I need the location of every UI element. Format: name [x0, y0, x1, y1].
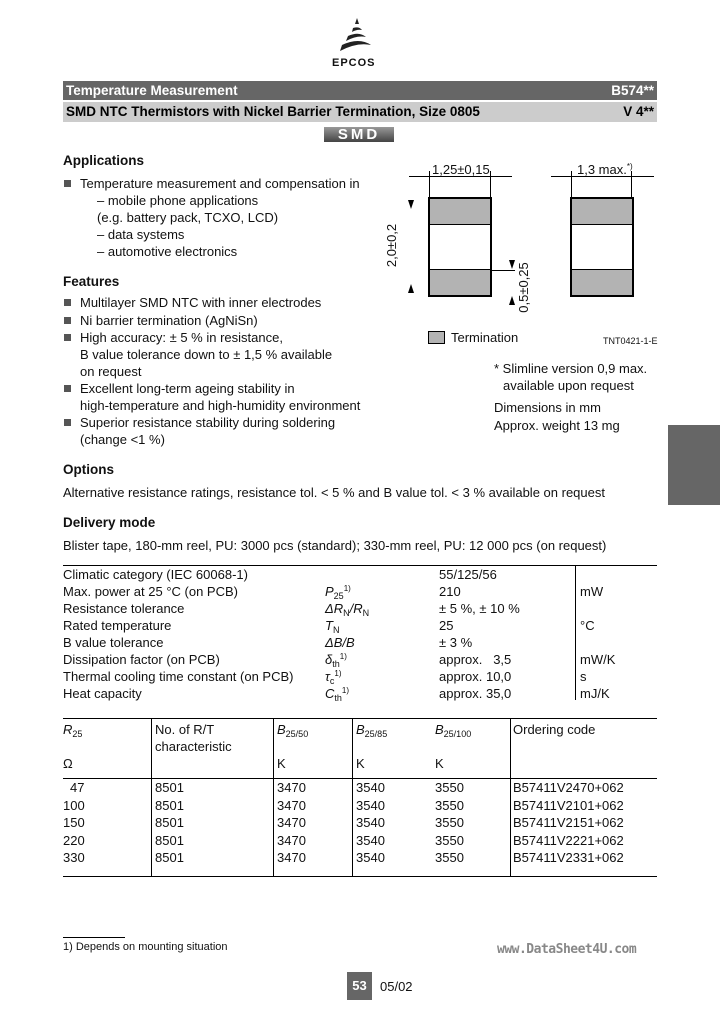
slim-width-label [577, 162, 633, 177]
symbol-sub: th [334, 693, 342, 703]
table-cell: 3550 [435, 832, 464, 848]
symbol-sub: N [332, 625, 340, 635]
footnote-ref: 1) [341, 686, 350, 695]
table-cell: B57411V2331+062 [513, 850, 624, 865]
r25-symbol: R [63, 722, 73, 737]
list-item: on request [80, 364, 142, 379]
symbol-sub: N [343, 608, 350, 618]
table-cell: 8501 [155, 780, 184, 795]
arrow-down-icon [408, 200, 414, 209]
symbol: C [325, 686, 335, 701]
spec-label: Climatic category (IEC 60068-1) [63, 567, 248, 582]
symbol-sub: 25 [333, 591, 344, 601]
list-item: (change <1 %) [80, 432, 165, 447]
list-item: high-temperature and high-humidity environment [80, 398, 361, 413]
spec-symbol [325, 652, 347, 667]
list-item: – data systems [97, 227, 185, 242]
table-cell: 100 [63, 797, 85, 813]
list-item: Excellent long-term ageing stability in [80, 381, 295, 396]
smd-badge: SMD [324, 127, 394, 142]
table-cell: 3550 [435, 780, 464, 795]
bullet-icon [64, 419, 71, 426]
delivery-text: Blister tape, 180-mm reel, PU: 3000 pcs (standard); 330-mm reel, PU: 12 000 pcs (on request) [63, 538, 607, 553]
list-item: Superior resistance stability during soldering [80, 415, 336, 430]
symbol: ΔB/B [325, 635, 355, 650]
spec-symbol [325, 686, 349, 701]
table-cell: 3550 [435, 797, 464, 813]
table-cell: 150 [63, 815, 85, 830]
dimensions-note: Dimensions in mm [494, 400, 601, 415]
spec-value: ± 3 % [439, 635, 473, 650]
page-date: 05/02 [380, 979, 413, 994]
spec-label: Max. power at 25 °C (on PCB) [63, 584, 238, 599]
table-cell: 3540 [356, 832, 385, 848]
list-item: – mobile phone applications [97, 193, 259, 208]
spec-symbol [325, 635, 355, 650]
list-item: Ni barrier termination (AgNiSn) [80, 313, 258, 328]
page-number: 53 [347, 972, 372, 1000]
b-symbol: B [356, 722, 365, 737]
weight-note: Approx. weight 13 mg [494, 418, 620, 433]
b-symbol: B [277, 722, 286, 737]
spec-label: Heat capacity [63, 686, 142, 701]
bullet-icon [64, 180, 71, 187]
table-cell: 3470 [277, 832, 306, 848]
symbol-sub: c [329, 676, 335, 686]
col-ordering-code: Ordering code [513, 722, 596, 737]
footnote-ref: 1) [334, 669, 342, 678]
spec-value: 55/125/56 [439, 567, 497, 582]
width-label: 1,25±0,15 [432, 162, 490, 177]
spec-value: ± 5 %, ± 10 % [439, 601, 520, 616]
table-cell: 3470 [277, 797, 306, 813]
list-item: (e.g. battery pack, TCXO, LCD) [97, 210, 279, 225]
list-item: Temperature measurement and compensation in [80, 176, 360, 191]
table-cell: 220 [63, 832, 85, 848]
b-sub: 25/100 [443, 729, 472, 739]
table-cell: B57411V2101+062 [513, 797, 624, 813]
slimline-note: * Slimline version 0,9 max. [494, 361, 648, 376]
table-cell: 8501 [155, 797, 184, 813]
spec-symbol [325, 618, 339, 633]
features-heading: Features [63, 274, 120, 289]
spec-value: approx. 35,0 [439, 686, 512, 701]
spec-unit: s [580, 669, 587, 684]
symbol: δ [325, 652, 333, 667]
symbol-sub: N [362, 608, 370, 618]
col-rt: No. of R/T [155, 722, 215, 737]
termination-swatch [428, 331, 445, 344]
table-cell: 3540 [356, 797, 385, 813]
symbol: /R [349, 601, 363, 616]
part-series: B574** [611, 83, 654, 98]
options-text: Alternative resistance ratings, resistance tol. < 5 % and B value tol. < 3 % available on request [63, 485, 605, 500]
table-cell: 3470 [277, 780, 306, 795]
spec-value: approx. 3,5 [439, 652, 512, 667]
watermark: www.DataSheet4U.com [497, 942, 637, 957]
length-label: 2,0±0,2 [384, 223, 400, 268]
spec-unit: mW/K [580, 652, 616, 667]
b-unit: K [356, 756, 365, 771]
table-cell: 330 [63, 850, 85, 865]
arrow-down-icon [509, 260, 515, 269]
legend-label: Termination [451, 330, 519, 345]
table-cell: B57411V2470+062 [513, 780, 624, 795]
spec-symbol [325, 584, 351, 599]
table-cell: B57411V2221+062 [513, 832, 624, 848]
table-cell: 8501 [155, 815, 184, 830]
list-item: Multilayer SMD NTC with inner electrodes [80, 295, 322, 310]
logo-text: EPCOS [332, 57, 376, 69]
table-cell: 3550 [435, 850, 464, 865]
arrow-up-icon [408, 284, 414, 293]
b-unit: K [435, 756, 444, 771]
spec-label: B value tolerance [63, 635, 164, 650]
termination-label: 0,5±0,25 [515, 262, 531, 313]
col-b2550 [277, 722, 308, 737]
spec-label: Thermal cooling time constant (on PCB) [63, 669, 294, 684]
title-bar [63, 102, 657, 122]
table-cell: 3540 [356, 780, 385, 795]
bullet-icon [64, 317, 71, 324]
product-title: SMD NTC Thermistors with Nickel Barrier Termination, Size 0805 [66, 104, 480, 119]
list-item: – automotive electronics [97, 244, 238, 259]
spec-unit: mJ/K [580, 686, 610, 701]
epcos-logo [335, 18, 380, 56]
footnote-ref: 1) [343, 584, 351, 593]
b-sub: 25/85 [364, 729, 388, 739]
spec-label: Dissipation factor (on PCB) [63, 652, 220, 667]
spec-unit: °C [580, 618, 595, 633]
bullet-icon [64, 385, 71, 392]
spec-value: approx. 10,0 [439, 669, 512, 684]
spec-symbol [325, 601, 369, 616]
table-cell: 3540 [356, 815, 385, 830]
r25-sub: 25 [72, 729, 83, 739]
col-b25100 [435, 722, 471, 737]
spec-symbol [325, 669, 342, 684]
options-heading: Options [63, 462, 114, 477]
symbol: T [325, 618, 333, 633]
variant: V 4** [623, 104, 654, 119]
symbol: ΔR [325, 601, 344, 616]
slim-width-value: 1,3 max. [577, 162, 627, 177]
table-cell: 8501 [155, 832, 184, 848]
r25-unit: Ω [63, 756, 73, 771]
table-cell: B57411V2151+062 [513, 815, 624, 830]
table-cell: 3470 [277, 815, 306, 830]
spec-value: 210 [439, 584, 461, 599]
footnote: 1) Depends on mounting situation [63, 941, 228, 953]
footnote-ref: 1) [339, 652, 347, 661]
applications-heading: Applications [63, 153, 145, 168]
b-symbol: B [435, 722, 444, 737]
symbol-sub: th [332, 659, 340, 669]
category-bar [63, 81, 657, 100]
table-cell: 3540 [356, 850, 385, 865]
spec-unit: mW [580, 584, 604, 599]
spec-label: Rated temperature [63, 618, 172, 633]
b-sub: 25/50 [285, 729, 309, 739]
list-item: B value tolerance down to ± 1,5 % available [80, 347, 333, 362]
side-tab [668, 425, 720, 505]
drawing-id: TNT0421-1-E [603, 336, 658, 346]
table-cell: 3470 [277, 850, 306, 865]
slimline-note-2: available upon request [503, 378, 634, 393]
symbol: τ [325, 669, 330, 684]
col-rt-2: characteristic [155, 739, 232, 754]
table-cell: 8501 [155, 850, 184, 865]
list-item: High accuracy: ± 5 % in resistance, [80, 330, 283, 345]
bullet-icon [64, 334, 71, 341]
spec-value: 25 [439, 618, 454, 633]
table-cell: 47 [70, 780, 85, 795]
bullet-icon [64, 299, 71, 306]
col-b2585 [356, 722, 387, 737]
slim-note: *) [626, 162, 633, 171]
spec-label: Resistance tolerance [63, 601, 185, 616]
arrow-up-icon [509, 296, 515, 305]
category-title: Temperature Measurement [66, 83, 238, 98]
col-r25 [63, 722, 82, 737]
delivery-heading: Delivery mode [63, 515, 156, 530]
symbol: P [325, 584, 334, 599]
table-cell: 3550 [435, 815, 464, 830]
b-unit: K [277, 756, 286, 771]
